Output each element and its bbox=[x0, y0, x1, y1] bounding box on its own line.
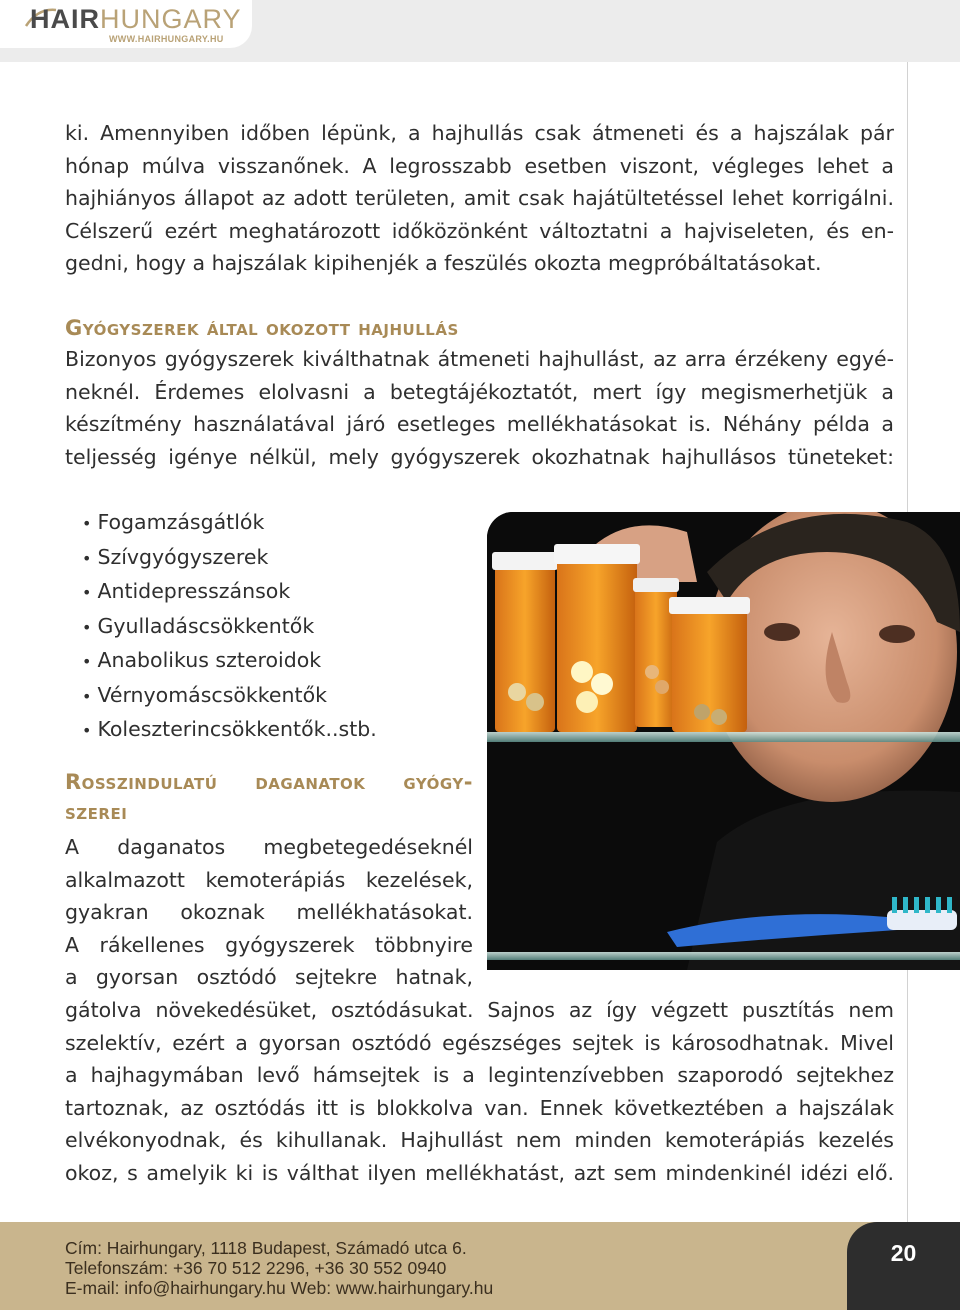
logo-wordmark bbox=[30, 4, 242, 35]
text-line: alkalmazott kemoterápiás kezelések, bbox=[65, 867, 473, 892]
footer-address: Cím: Hairhungary, 1118 Budapest, Számadó utca 6. bbox=[65, 1238, 467, 1258]
text-line: a hajhagymában levő hámsejtek is a legintenzívebben szaporodó sejtekhez bbox=[65, 1063, 894, 1088]
medications-paragraph bbox=[65, 343, 894, 473]
logo-url: WWW.HAIRHUNGARY.HU bbox=[109, 34, 224, 44]
text-line: gátolva növekedésüket, osztódásukat. Sajnos az így végzett pusztítás nem bbox=[65, 998, 894, 1022]
text-line: Célszerű ezért meghatározott időközönként változtatni a hajviseleten, és en- bbox=[65, 218, 894, 243]
text-line: hajhiányos állapot az adott területen, amit csak hajátültetéssel lehet korrigálni. bbox=[65, 186, 894, 211]
text-line: gedni, hogy a hajszálak kipihenjék a feszülés okozta megpróbáltatásokat. bbox=[65, 251, 822, 276]
section-heading-cancer-drugs bbox=[65, 767, 473, 827]
text-line: ki. Amennyiben időben lépünk, a hajhullás csak átmeneti és a hajszálak pár bbox=[65, 121, 894, 145]
logo[interactable] bbox=[0, 0, 252, 48]
text-line: Bizonyos gyógyszerek kiválthatnak átmeneti hajhullást, az arra érzékeny egyé- bbox=[65, 347, 894, 371]
footer-email-web[interactable]: E-mail: info@hairhungary.hu Web: www.hairhungary.hu bbox=[65, 1278, 494, 1298]
photo-illustration bbox=[487, 512, 960, 970]
text-line: elvékonyodnak, és kihullanak. Hajhullást nem minden kemoterápiás kezelés bbox=[65, 1128, 894, 1153]
text-line: gyakran okoznak mellékhatásokat. bbox=[65, 900, 473, 925]
text-line: a gyorsan osztódó sejtekre hatnak, bbox=[65, 965, 473, 990]
medication-list bbox=[82, 506, 377, 748]
text-line: neknél. Érdemes elolvasni a betegtájékoztatót, mert így megismerhetjük a bbox=[65, 379, 894, 404]
man-with-pill-bottles-photo bbox=[487, 512, 960, 970]
text-line: teljesség igénye nélkül, mely gyógyszerek okozhatnak hajhullásos tüneteket: bbox=[65, 444, 894, 469]
text-line: hónap múlva visszanőnek. A legrosszabb esetben viszont, végleges lehet a bbox=[65, 153, 894, 178]
heading-line: szerei bbox=[65, 800, 128, 824]
list-item: • Szívgyógyszerek bbox=[82, 541, 377, 576]
list-item: • Fogamzásgátlók bbox=[82, 506, 377, 541]
cancer-drugs-paragraph-narrow bbox=[65, 831, 473, 994]
logo-hair-text: HAIR bbox=[30, 4, 100, 34]
cancer-drugs-paragraph-wide bbox=[65, 994, 894, 1190]
list-item: • Antidepresszánsok bbox=[82, 575, 377, 610]
text-line: szelektív, ezért a gyorsan osztódó egészséges sejtek is károsodhatnak. Mivel bbox=[65, 1030, 894, 1055]
logo-hungary-text: HUNGARY bbox=[100, 4, 242, 34]
text-line: okoz, s amelyik ki is válthat ilyen mellékhatást, azt sem mindenkinél idézi elő. bbox=[65, 1160, 894, 1185]
intro-paragraph bbox=[65, 117, 894, 280]
footer bbox=[0, 1222, 960, 1310]
footer-phone[interactable]: Telefonszám: +36 70 512 2296, +36 30 552 0940 bbox=[65, 1258, 447, 1278]
list-item: • Koleszterincsökkentők..stb. bbox=[82, 713, 377, 748]
text-line: készítmény használatával járó esetleges mellékhatásokat is. Néhány példa a bbox=[65, 412, 894, 437]
list-item: • Anabolikus szteroidok bbox=[82, 644, 377, 679]
section-heading-medications: Gyógyszerek által okozott hajhullás bbox=[65, 316, 459, 340]
text-line: tartoznak, az osztódás itt is blokkolva van. Ennek következtében a hajszálak bbox=[65, 1095, 894, 1120]
footer-contact bbox=[65, 1238, 493, 1298]
page-number-box bbox=[847, 1222, 960, 1310]
heading-line: Rosszindulatú daganatok gyógy- bbox=[65, 770, 473, 794]
text-line: A rákellenes gyógyszerek többnyire bbox=[65, 932, 473, 957]
list-item: • Gyulladáscsökkentők bbox=[82, 610, 377, 645]
text-line: A daganatos megbetegedéseknél bbox=[65, 835, 473, 859]
page-number: 20 bbox=[890, 1240, 917, 1266]
list-item: • Vérnyomáscsökkentők bbox=[82, 679, 377, 714]
